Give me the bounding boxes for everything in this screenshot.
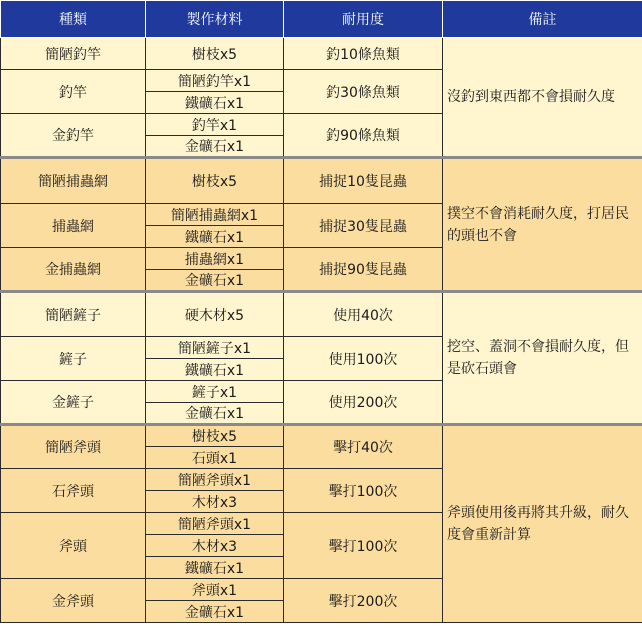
table-row [1,292,642,337]
durability-cell: 使用200次 [284,381,443,425]
table-row [1,425,642,447]
group-note: 斧頭使用後再將其升級，耐久度會重新計算 [443,425,642,623]
header-row [1,1,642,38]
group-note: 沒釣到東西都不會損耐久度 [443,38,642,158]
durability-cell: 捕捉90隻昆蟲 [284,248,443,292]
group-note: 撲空不會消耗耐久度，打居民的頭也不會 [443,158,642,292]
material-cell: 樹枝x5 [146,38,284,70]
material-cell: 鏟子x1 [146,381,284,403]
header-materials: 製作材料 [146,1,284,38]
material-cell: 簡陋斧頭x1 [146,469,284,491]
material-cell: 石頭x1 [146,447,284,469]
tool-name: 金釣竿 [1,114,146,158]
tool-name: 金鏟子 [1,381,146,425]
durability-cell: 使用40次 [284,292,443,337]
material-cell: 金礦石x1 [146,403,284,425]
header-type: 種類 [1,1,146,38]
material-cell: 金礦石x1 [146,136,284,158]
durability-cell: 捕捉30隻昆蟲 [284,204,443,248]
durability-cell: 使用100次 [284,337,443,381]
material-cell: 木材x3 [146,491,284,513]
durability-cell: 釣10條魚類 [284,38,443,70]
durability-cell: 擊打100次 [284,513,443,579]
material-cell: 捕蟲網x1 [146,248,284,270]
material-cell: 斧頭x1 [146,579,284,601]
material-cell: 簡陋捕蟲網x1 [146,204,284,226]
tool-name: 斧頭 [1,513,146,579]
material-cell: 簡陋斧頭x1 [146,513,284,535]
header-durability: 耐用度 [284,1,443,38]
tool-name: 石斧頭 [1,469,146,513]
table-row [1,38,642,70]
material-cell: 鐵礦石x1 [146,92,284,114]
material-cell: 鐵礦石x1 [146,226,284,248]
material-cell: 硬木材x5 [146,292,284,337]
tool-name: 簡陋捕蟲網 [1,158,146,204]
durability-cell: 擊打200次 [284,579,443,623]
material-cell: 鐵礦石x1 [146,557,284,579]
table-row [1,158,642,204]
material-cell: 樹枝x5 [146,158,284,204]
durability-cell: 擊打40次 [284,425,443,469]
tool-name: 簡陋斧頭 [1,425,146,469]
tool-name: 金斧頭 [1,579,146,623]
material-cell: 金礦石x1 [146,270,284,292]
durability-cell: 釣90條魚類 [284,114,443,158]
material-cell: 簡陋釣竿x1 [146,70,284,92]
group-note: 挖空、蓋洞不會損耐久度，但是砍石頭會 [443,292,642,425]
material-cell: 簡陋鏟子x1 [146,337,284,359]
tool-name: 金捕蟲網 [1,248,146,292]
tool-name: 簡陋鏟子 [1,292,146,337]
material-cell: 金礦石x1 [146,601,284,623]
material-cell: 木材x3 [146,535,284,557]
material-cell: 樹枝x5 [146,425,284,447]
tool-name: 鏟子 [1,337,146,381]
tool-name: 釣竿 [1,70,146,114]
material-cell: 釣竿x1 [146,114,284,136]
tool-name: 捕蟲網 [1,204,146,248]
header-notes: 備註 [443,1,642,38]
durability-cell: 捕捉10隻昆蟲 [284,158,443,204]
durability-cell: 釣30條魚類 [284,70,443,114]
durability-cell: 擊打100次 [284,469,443,513]
tool-name: 簡陋釣竿 [1,38,146,70]
material-cell: 鐵礦石x1 [146,359,284,381]
